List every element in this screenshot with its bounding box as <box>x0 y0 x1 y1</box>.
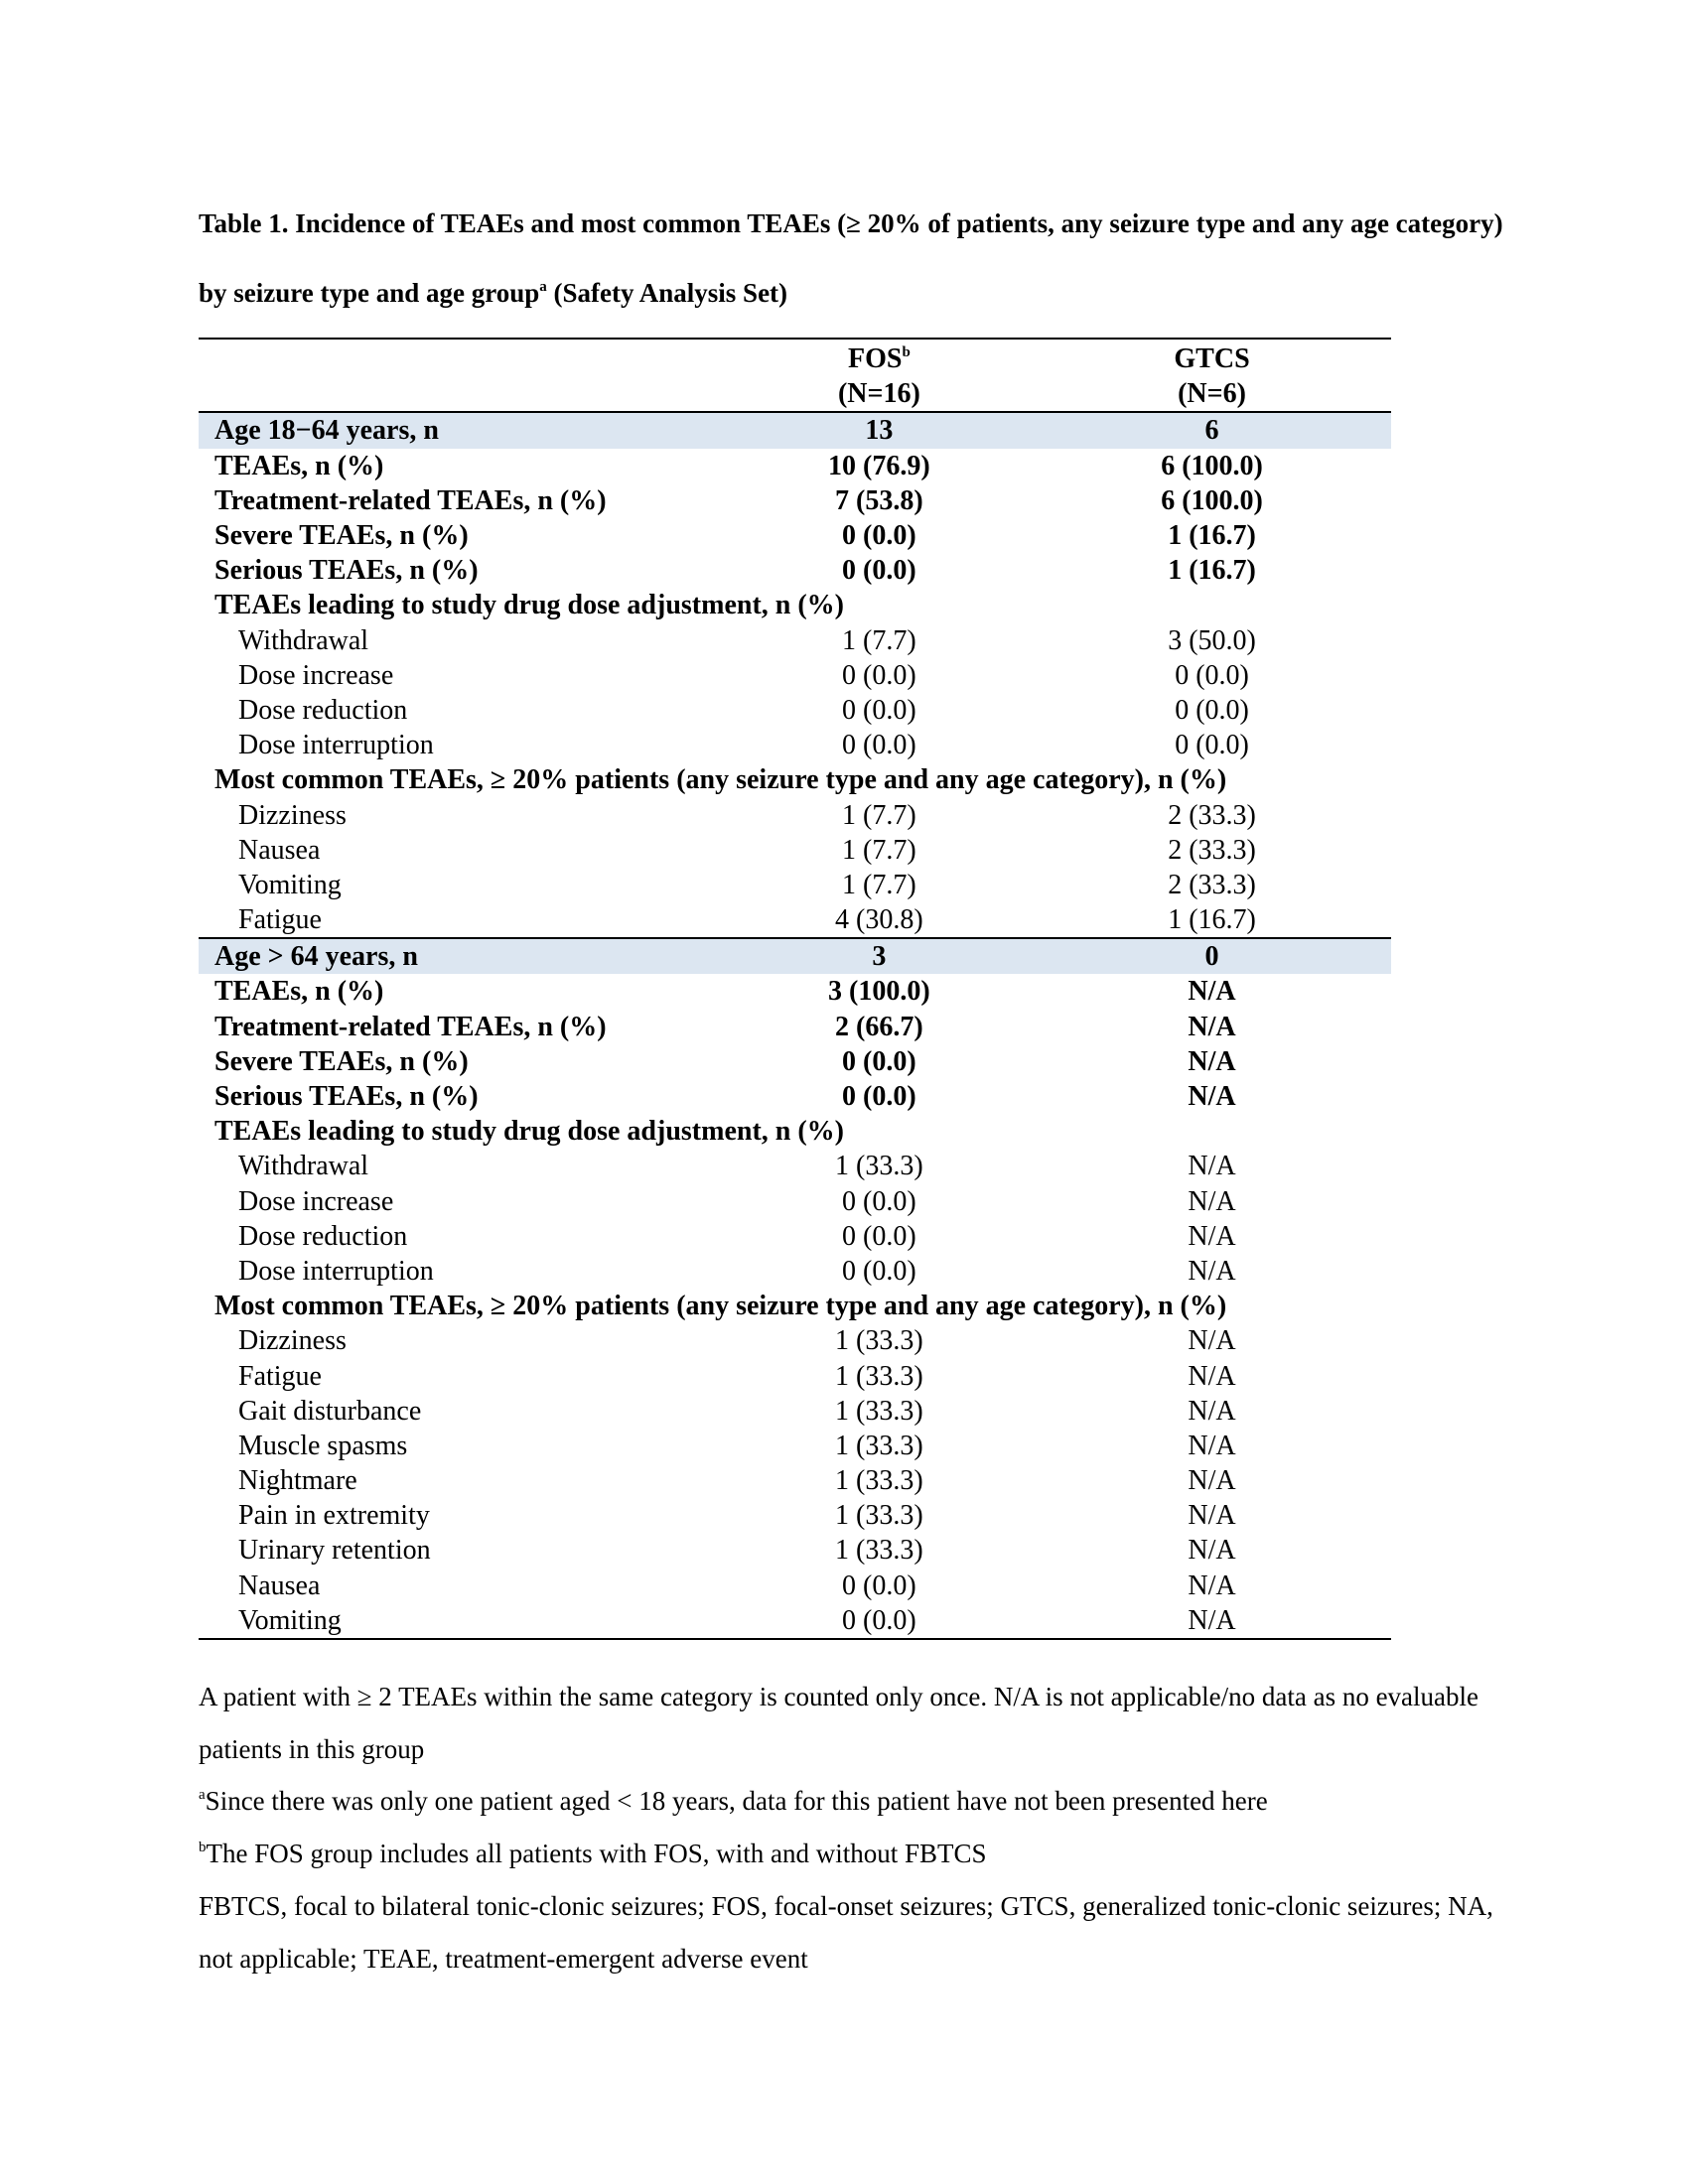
header-fos-name: FOS <box>847 343 903 375</box>
fos-value: 0 (0.0) <box>842 1570 916 1601</box>
row-label: Gait disturbance <box>238 1395 422 1427</box>
footnote-text: FBTCS, focal to bilateral tonic-clonic seizures; FOS, focal-onset seizures; GTCS, generalized tonic-clonic seizures; NA, not applicable; TEAE, treatment-emergent adverse event <box>199 1890 1493 1974</box>
gtcs-value: 0 (0.0) <box>1175 730 1249 761</box>
fos-value: 1 (33.3) <box>835 1465 923 1497</box>
header-fos-footnote-marker: b <box>902 344 911 361</box>
row-label: Nightmare <box>238 1465 357 1497</box>
gtcs-value: 2 (33.3) <box>1168 869 1256 900</box>
gtcs-value: N/A <box>1188 1535 1236 1567</box>
row-label: Withdrawal <box>238 1151 369 1182</box>
table-row <box>199 1533 1391 1568</box>
gtcs-value: 0 <box>1033 938 1391 974</box>
gtcs-value: 1 (16.7) <box>1168 904 1256 936</box>
footnote-text: A patient with ≥ 2 TEAEs within the same category is counted only once. N/A is not applicable/no data as no evaluable patients in this group <box>199 1682 1479 1764</box>
gtcs-value: N/A <box>1188 1430 1236 1461</box>
fos-value: 1 (7.7) <box>842 834 916 866</box>
gtcs-value: N/A <box>1188 1151 1236 1182</box>
fos-value: 0 (0.0) <box>842 694 916 726</box>
gtcs-value: 2 (33.3) <box>1168 834 1256 866</box>
gtcs-value: N/A <box>1033 1603 1391 1639</box>
footnotes <box>199 1671 1519 1984</box>
table-row <box>199 1323 1391 1358</box>
gtcs-value: 6 <box>1033 412 1391 448</box>
row-label: Serious TEAEs, n (%) <box>214 555 479 587</box>
table-row <box>199 728 1391 762</box>
gtcs-value: 0 (0.0) <box>1175 659 1249 691</box>
row-label: Dose reduction <box>238 694 408 726</box>
gtcs-value: 3 (50.0) <box>1168 624 1256 656</box>
footnote <box>199 1880 1519 1984</box>
fos-value: 1 (33.3) <box>835 1535 923 1567</box>
row-label: TEAEs leading to study drug dose adjustment, n (%) <box>214 1116 844 1148</box>
table-row <box>199 974 1391 1009</box>
row-label: Treatment-related TEAEs, n (%) <box>214 484 607 516</box>
section-header-row <box>199 1289 1391 1323</box>
row-label: Dose interruption <box>238 730 434 761</box>
table-row <box>199 1149 1391 1183</box>
gtcs-value: N/A <box>1188 976 1236 1008</box>
table-row <box>199 1184 1391 1219</box>
table-row <box>199 658 1391 693</box>
fos-value: 1 (33.3) <box>835 1430 923 1461</box>
header-gtcs <box>1033 339 1391 376</box>
row-label: TEAEs leading to study drug dose adjustment, n (%) <box>214 590 844 621</box>
table-row <box>199 1569 1391 1603</box>
age-group-row <box>199 938 1391 974</box>
row-label: Most common TEAEs, ≥ 20% patients (any seizure type and any age category), n (%) <box>214 1291 1227 1322</box>
row-label: Dose interruption <box>238 1255 434 1287</box>
fos-value: 1 (7.7) <box>842 799 916 831</box>
row-label: TEAEs, n (%) <box>214 450 384 481</box>
fos-value: 0 (0.0) <box>842 555 916 587</box>
fos-value: 0 (0.0) <box>842 1220 916 1252</box>
table-row <box>199 1394 1391 1429</box>
gtcs-value: N/A <box>1188 1011 1236 1042</box>
fos-value: 1 (33.3) <box>835 1325 923 1357</box>
table-header <box>199 339 1391 412</box>
row-label: Withdrawal <box>238 624 369 656</box>
header-fos <box>726 339 1033 376</box>
table-row <box>199 833 1391 868</box>
row-label: Fatigue <box>238 904 322 936</box>
header-gtcs-name: GTCS <box>1174 343 1250 375</box>
table-row <box>199 1603 1391 1639</box>
caption-text-end: (Safety Analysis Set) <box>546 278 788 308</box>
row-label: Muscle spasms <box>238 1430 408 1461</box>
fos-value: 4 (30.8) <box>835 904 923 936</box>
header-gtcs-n: (N=6) <box>1033 376 1391 412</box>
footnote-text: Since there was only one patient aged < 18 years, data for this patient have not been presented here <box>205 1786 1268 1817</box>
row-label: Pain in extremity <box>238 1500 430 1532</box>
table-row <box>199 1254 1391 1289</box>
age-group-row <box>199 412 1391 448</box>
table-row <box>199 1010 1391 1044</box>
table-row <box>199 449 1391 483</box>
gtcs-value: 6 (100.0) <box>1161 450 1263 481</box>
table-caption <box>199 189 1509 328</box>
gtcs-value: N/A <box>1188 1045 1236 1077</box>
gtcs-value: 6 (100.0) <box>1161 484 1263 516</box>
teae-table <box>199 338 1391 1640</box>
gtcs-value: N/A <box>1188 1465 1236 1497</box>
table-row <box>199 797 1391 832</box>
row-label: Dose increase <box>238 659 394 691</box>
table-row <box>199 1429 1391 1463</box>
fos-value: 1 (7.7) <box>842 624 916 656</box>
table-row <box>199 902 1391 938</box>
fos-value: 0 (0.0) <box>842 520 916 552</box>
fos-value: 1 (33.3) <box>835 1151 923 1182</box>
header-row-counts <box>199 376 1391 412</box>
row-label: Vomiting <box>238 869 342 900</box>
fos-value: 1 (7.7) <box>842 869 916 900</box>
fos-value: 2 (66.7) <box>835 1011 923 1042</box>
table-row <box>199 518 1391 553</box>
header-label-cell <box>199 376 726 412</box>
caption-footnote-marker: a <box>539 279 547 295</box>
gtcs-value: N/A <box>1188 1081 1236 1113</box>
row-label: Dizziness <box>238 1325 347 1357</box>
fos-value: 3 <box>726 938 1033 974</box>
section-header-row <box>199 762 1391 797</box>
footnote-marker: a <box>199 1787 206 1804</box>
fos-value: 0 (0.0) <box>842 1255 916 1287</box>
gtcs-value: N/A <box>1188 1500 1236 1532</box>
table-row <box>199 868 1391 902</box>
table-row <box>199 1079 1391 1114</box>
fos-value: 10 (76.9) <box>828 450 930 481</box>
fos-value: 3 (100.0) <box>828 976 930 1008</box>
table-row <box>199 553 1391 588</box>
table-row <box>199 623 1391 658</box>
row-label: Nausea <box>238 1570 321 1601</box>
fos-value: 0 (0.0) <box>842 1081 916 1113</box>
header-row-names <box>199 339 1391 376</box>
row-label: Age 18−64 years, n <box>199 412 726 448</box>
gtcs-value: N/A <box>1188 1185 1236 1217</box>
row-label: Vomiting <box>199 1603 726 1639</box>
table-row <box>199 483 1391 518</box>
gtcs-value: N/A <box>1188 1570 1236 1601</box>
header-label-cell <box>199 339 726 376</box>
footnote <box>199 1775 1519 1828</box>
fos-value: 0 (0.0) <box>842 1045 916 1077</box>
footnote <box>199 1828 1519 1880</box>
row-label: Urinary retention <box>238 1535 431 1567</box>
table-row <box>199 693 1391 728</box>
row-label: Most common TEAEs, ≥ 20% patients (any seizure type and any age category), n (%) <box>214 764 1227 796</box>
row-label: Age > 64 years, n <box>199 938 726 974</box>
section-header-row <box>199 588 1391 622</box>
fos-value: 1 (33.3) <box>835 1500 923 1532</box>
gtcs-value: 0 (0.0) <box>1175 694 1249 726</box>
gtcs-value: 1 (16.7) <box>1168 555 1256 587</box>
fos-value: 13 <box>726 412 1033 448</box>
row-label: Nausea <box>238 834 321 866</box>
gtcs-value: N/A <box>1188 1220 1236 1252</box>
caption-text: Table 1. Incidence of TEAEs and most common TEAEs (≥ 20% of patients, any seizure type and any age category) by seizure type and age group <box>199 208 1503 308</box>
gtcs-value: 1 (16.7) <box>1168 520 1256 552</box>
table-row <box>199 1498 1391 1533</box>
fos-value: 0 (0.0) <box>842 730 916 761</box>
fos-value: 0 (0.0) <box>726 1603 1033 1639</box>
row-label: Dose increase <box>238 1185 394 1217</box>
table-body <box>199 412 1391 1639</box>
table-row <box>199 1219 1391 1254</box>
fos-value: 0 (0.0) <box>842 659 916 691</box>
fos-value: 0 (0.0) <box>842 1185 916 1217</box>
footnote-text: The FOS group includes all patients with FOS, with and without FBTCS <box>206 1839 987 1869</box>
table-row <box>199 1044 1391 1079</box>
gtcs-value: N/A <box>1188 1255 1236 1287</box>
table-row <box>199 1358 1391 1393</box>
row-label: Severe TEAEs, n (%) <box>214 1045 469 1077</box>
row-label: Dizziness <box>238 799 347 831</box>
fos-value: 1 (33.3) <box>835 1360 923 1392</box>
section-header-row <box>199 1114 1391 1149</box>
table-row <box>199 1463 1391 1498</box>
row-label: Dose reduction <box>238 1220 408 1252</box>
row-label: Serious TEAEs, n (%) <box>214 1081 479 1113</box>
gtcs-value: N/A <box>1188 1395 1236 1427</box>
row-label: Severe TEAEs, n (%) <box>214 520 469 552</box>
fos-value: 1 (33.3) <box>835 1395 923 1427</box>
footnote <box>199 1671 1519 1775</box>
fos-value: 7 (53.8) <box>835 484 923 516</box>
footnote-marker: b <box>199 1840 207 1856</box>
header-fos-n: (N=16) <box>726 376 1033 412</box>
row-label: Treatment-related TEAEs, n (%) <box>214 1011 607 1042</box>
gtcs-value: N/A <box>1188 1325 1236 1357</box>
gtcs-value: N/A <box>1188 1360 1236 1392</box>
row-label: TEAEs, n (%) <box>214 976 384 1008</box>
gtcs-value: 2 (33.3) <box>1168 799 1256 831</box>
row-label: Fatigue <box>238 1360 322 1392</box>
